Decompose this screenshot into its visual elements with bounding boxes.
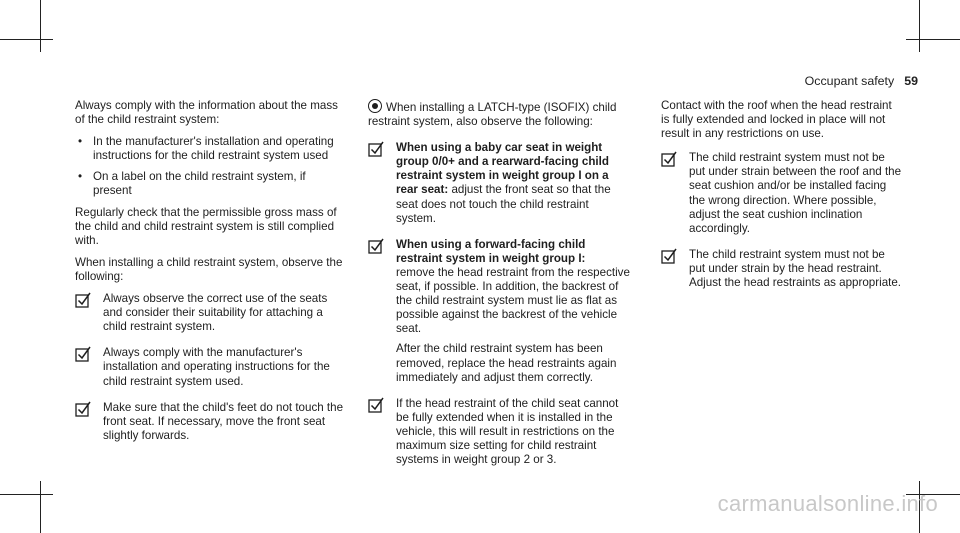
checkbox-tick-icon	[661, 151, 677, 167]
checkbox-tick-icon	[368, 238, 384, 254]
bullet-icon: •	[78, 170, 83, 184]
checklist-item	[661, 151, 903, 236]
checklist-text: The child restraint system must not be put under strain by the head restraint. Adjust the head restraints as appropriate.	[689, 247, 902, 290]
checklist-text: The child restraint system must not be put under strain between the roof and the seat cushion and/or be installed facing the wrong direction. Where possible, adjust the seat cushion inclination accordingly.	[689, 151, 902, 235]
section-title: Occupant safety	[804, 74, 895, 88]
paragraph: When installing a child restraint system, observe the following:	[75, 255, 343, 283]
column-2	[368, 99, 630, 479]
checklist-item	[368, 397, 630, 467]
checkbox-tick-icon	[368, 141, 384, 157]
bullet-item	[75, 135, 347, 163]
checklist-followup: After the child restraint system has been removed, replace the head restraints again immediately and adjust them correctly.	[396, 342, 617, 384]
checklist-text: remove the head restraint from the respective seat, if possible. In addition, the backrest of the child restraint system must lie as flat as possible against the backrest of the vehicle seat.	[396, 265, 630, 336]
page-number: 59	[904, 74, 918, 88]
checklist-item	[75, 401, 347, 443]
checkbox-tick-icon	[368, 397, 384, 413]
note-icon	[368, 99, 382, 113]
checkbox-tick-icon	[661, 248, 677, 264]
bullet-text: On a label on the child restraint system, if present	[93, 170, 306, 198]
checklist-item	[75, 346, 347, 388]
running-header	[805, 74, 918, 88]
bold-lead: When using a baby car seat in weight group 0/0+ and a rearward-facing child restraint system in weight group I on a rear seat:	[396, 141, 609, 197]
checkbox-tick-icon	[75, 346, 91, 362]
watermark: carmanualsonline.info	[717, 491, 938, 516]
checklist-item	[75, 292, 347, 334]
checkbox-tick-icon	[75, 292, 91, 308]
bullet-item	[75, 170, 347, 198]
note	[368, 99, 630, 129]
checkbox-tick-icon	[75, 401, 91, 417]
paragraph: Contact with the roof when the head restraint is fully extended and locked in place will not result in any restrictions on use.	[661, 99, 892, 141]
checklist-item	[368, 141, 630, 226]
checklist-text: Always comply with the manufacturer's installation and operating instructions for the child restraint system used.	[103, 346, 330, 388]
checklist-item	[368, 238, 630, 385]
checklist-item	[661, 248, 903, 290]
paragraph: Always comply with the information about the mass of the child restraint system:	[75, 99, 338, 127]
column-3	[661, 99, 903, 302]
bullet-icon: •	[78, 135, 83, 149]
checklist-text: adjust the front seat so that the seat does not touch the child restraint system.	[396, 183, 611, 225]
checklist-text: Always observe the correct use of the seats and consider their suitability for attaching a child restraint system.	[103, 292, 328, 334]
checklist-text: Make sure that the child's feet do not touch the front seat. If necessary, move the front seat slightly forwards.	[103, 400, 344, 442]
column-1	[75, 99, 347, 455]
note-text: When installing a LATCH-type (ISOFIX) child restraint system, also observe the following:	[368, 101, 617, 129]
bullet-text: In the manufacturer's installation and operating instructions for the child restraint system used	[93, 135, 334, 163]
checklist-text: If the head restraint of the child seat cannot be fully extended when it is installed in the vehicle, this will result in restrictions on the maximum size setting for child restraint systems in weight group 2 or 3.	[396, 396, 619, 467]
paragraph: Regularly check that the permissible gross mass of the child and child restraint system is still complied with.	[75, 205, 337, 247]
bold-lead: When using a forward-facing child restraint system in weight group I:	[396, 237, 586, 265]
